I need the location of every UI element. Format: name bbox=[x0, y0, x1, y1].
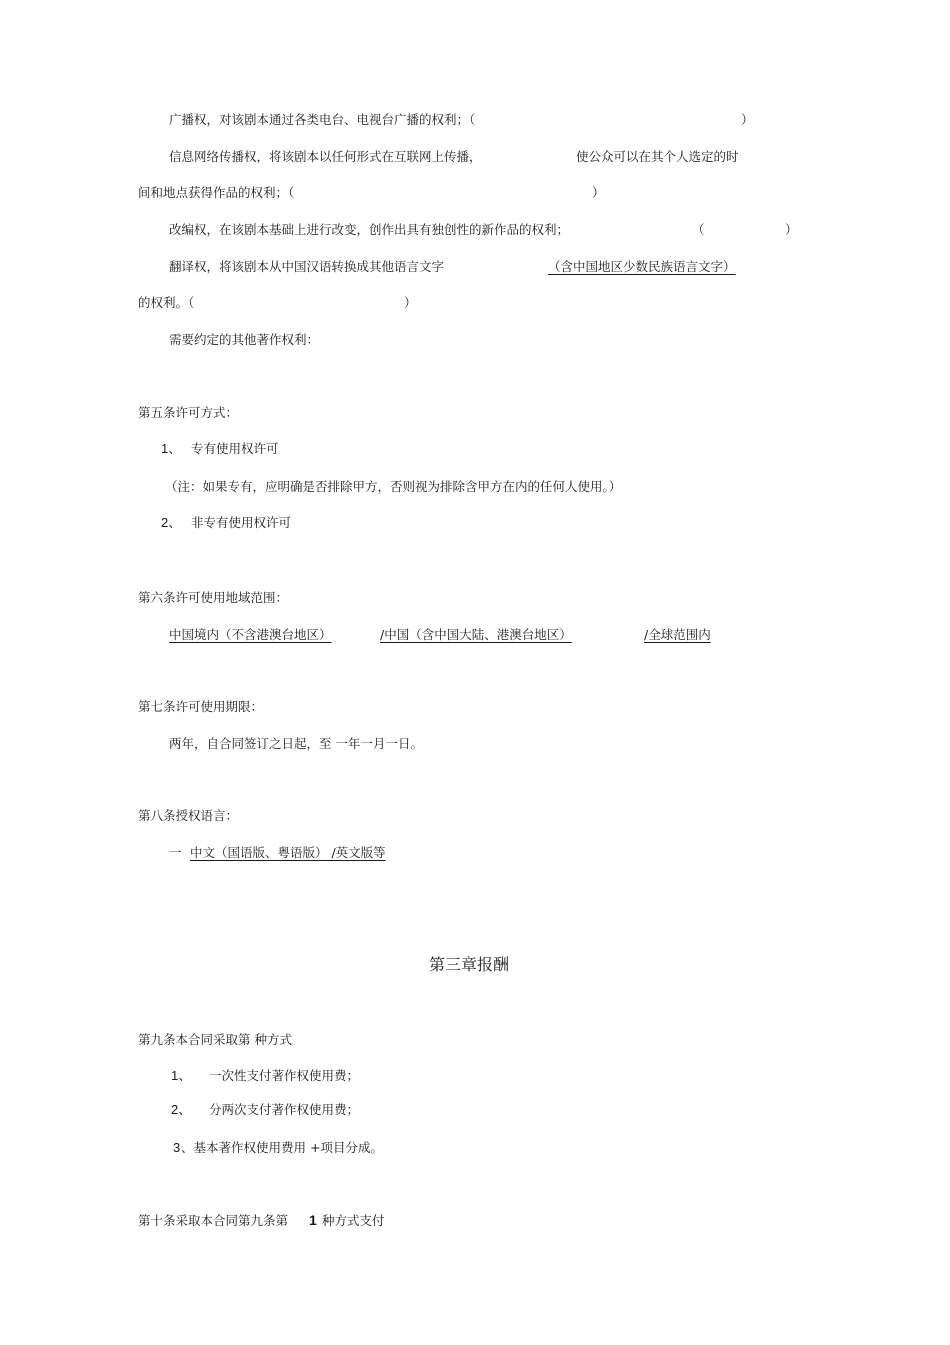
article-8-dash: 一 bbox=[169, 845, 182, 860]
article-6-region-2: /中国（含中国大陆、港澳台地区） bbox=[380, 627, 572, 642]
article-5-item-2-number: 2、 bbox=[161, 515, 182, 530]
translate-right-underlined: （含中国地区少数民族语言文字） bbox=[548, 259, 736, 274]
network-right-text-b: 使公众可以在其个人选定的时 bbox=[576, 149, 739, 164]
article-10-number: 1 bbox=[309, 1212, 317, 1228]
article-6-heading: 第六条许可使用地域范围： bbox=[138, 590, 289, 605]
article-10-prefix: 第十条采取本合同第九条第 bbox=[138, 1213, 289, 1228]
article-6-region-1: 中国境内（不含港澳台地区） bbox=[169, 627, 332, 642]
translate-right-line2: 的权利。（ bbox=[138, 295, 195, 310]
article-7-text: 两年，自合同签订之日起，至 一年一月一日。 bbox=[169, 736, 423, 751]
article-9-item-3-text: 、基本著作权使用费用 +项目分成。 bbox=[181, 1140, 383, 1155]
article-5-item-2-text: 非专有使用权许可 bbox=[191, 515, 292, 530]
network-right-text-a: 信息网络传播权，将该剧本以任何形式在互联网上传播， bbox=[169, 149, 482, 164]
article-6-region-3: /全球范围内 bbox=[644, 627, 711, 642]
adapt-right-close: ） bbox=[785, 222, 798, 237]
chapter-3-title: 第三章报酬 bbox=[429, 955, 510, 974]
article-7-heading: 第七条许可使用期限： bbox=[138, 699, 264, 714]
article-8-languages: 中文（国语版、粤语版） /英文版等 bbox=[190, 845, 386, 860]
article-9-item-1-text: 一次性支付著作权使用费； bbox=[209, 1068, 360, 1083]
article-9-heading: 第九条本合同采取第 种方式 bbox=[138, 1032, 292, 1047]
article-9-item-1-number: 1、 bbox=[171, 1068, 192, 1083]
article-5-item-1-number: 1、 bbox=[161, 441, 182, 456]
article-10-suffix: 种方式支付 bbox=[322, 1213, 385, 1228]
article-8-heading: 第八条授权语言： bbox=[138, 808, 239, 823]
article-9-item-2-text: 分两次支付著作权使用费； bbox=[209, 1102, 360, 1117]
article-5-note: （注：如果专有，应明确是否排除甲方，否则视为排除含甲方在内的任何人使用。） bbox=[165, 479, 622, 494]
article-5-item-1-text: 专有使用权许可 bbox=[191, 441, 279, 456]
translate-right-close: ） bbox=[404, 295, 417, 310]
article-5-heading: 第五条许可方式： bbox=[138, 405, 239, 420]
broadcast-right-text: 广播权，对该剧本通过各类电台、电视台广播的权利；（ bbox=[169, 112, 476, 127]
translate-right-text: 翻译权，将该剧本从中国汉语转换成其他语言文字 bbox=[169, 259, 445, 274]
network-right-line2: 间和地点获得作品的权利；（ bbox=[138, 185, 295, 200]
adapt-right-text: 改编权，在该剧本基础上进行改变，创作出具有独创性的新作品的权利； bbox=[169, 222, 570, 237]
adapt-right-open: （ bbox=[692, 222, 705, 237]
other-rights-text: 需要约定的其他著作权利： bbox=[169, 332, 320, 347]
article-9-item-3-number: 3 bbox=[173, 1140, 181, 1155]
broadcast-right-close: ） bbox=[741, 112, 754, 127]
article-9-item-2-number: 2、 bbox=[171, 1102, 192, 1117]
network-right-close: ） bbox=[592, 185, 605, 200]
